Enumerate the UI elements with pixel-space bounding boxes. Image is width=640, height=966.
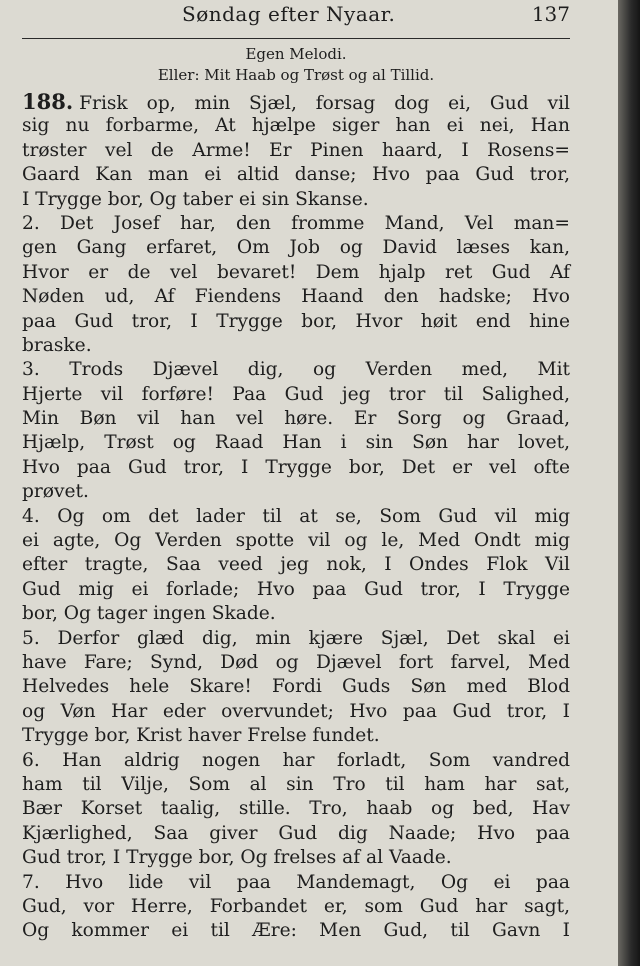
header-rule: [22, 38, 570, 39]
hymn-line-text: prøvet.: [22, 481, 89, 503]
hymn-line-text: Hvo paa Gud tror, I Trygge bor, Det er vel ofte: [22, 456, 570, 478]
hymn-line-text: 3. Trods Djævel dig, og Verden med, Mit: [22, 359, 570, 381]
hymn-line-text: Kjærlighed, Saa giver Gud dig Naade; Hvo paa: [22, 822, 570, 844]
hymn-line: [22, 895, 570, 919]
hymn-line-text: Helvedes hele Skare! Fordi Guds Søn med Blod: [22, 676, 570, 698]
melody-note: [22, 44, 570, 86]
hymn-line: [22, 139, 570, 163]
hymn-line-text: og Vøn Har eder overvundet; Hvo paa Gud tror, I: [22, 700, 570, 722]
hymn-number: 188.: [22, 89, 74, 114]
hymn-line-text: 6. Han aldrig nogen har forladt, Som vandred: [22, 749, 570, 771]
hymn-line: [22, 236, 570, 260]
hymn-line: [22, 188, 570, 212]
hymn-line-text: ei agte, Og Verden spotte vil og le, Med Ondt mig: [22, 530, 570, 552]
hymn-line-text: 5. Derfor glæd dig, min kjære Sjæl, Det skal ei: [22, 627, 570, 649]
hymn-line-text: Og kommer ei til Ære: Men Gud, til Gavn I: [22, 920, 570, 942]
hymn-line: [22, 797, 570, 821]
hymn-line: [22, 627, 570, 651]
hymn-line: [22, 724, 570, 748]
hymn-line: [22, 261, 570, 285]
hymn-line: [22, 212, 570, 236]
hymn-line-text: Nøden ud, Af Fiendens Haand den hadske; Hvo: [22, 286, 570, 308]
hymn-line: [22, 553, 570, 577]
hymn-line-text: Gud, vor Herre, Forbandet er, som Gud har sagt,: [22, 895, 570, 917]
hymn-line: [22, 700, 570, 724]
hymn-line: [22, 822, 570, 846]
hymn-line: [22, 578, 570, 602]
hymn-line-text: ham til Vilje, Som al sin Tro til ham har sat,: [22, 773, 570, 795]
hymn-line-text: Trygge bor, Krist haver Frelse fundet.: [22, 725, 380, 747]
hymn-line-text: gen Gang erfaret, Om Job og David læses kan,: [22, 237, 570, 259]
hymn-line: [22, 871, 570, 895]
hymn-line: [22, 334, 570, 358]
hymn-line: [22, 749, 570, 773]
hymn-line: [22, 773, 570, 797]
running-title: Søndag efter Nyaar.: [182, 2, 396, 26]
hymn-line-text: Frisk op, min Sjæl, forsag dog ei, Gud vil: [79, 93, 570, 114]
hymn-line-text: efter tragte, Saa veed jeg nok, I Ondes Flok Vil: [22, 554, 570, 576]
hymn-line: [22, 602, 570, 626]
page-edge-shadow: [618, 0, 640, 966]
hymn-line-text: trøster vel de Arme! Er Pinen haard, I Rosens=: [22, 139, 570, 161]
hymn-line-text: 2. Det Josef har, den fromme Mand, Vel man=: [22, 212, 570, 234]
hymn-line-text: Hvor er de vel bevaret! Dem hjalp ret Gud Af: [22, 261, 570, 283]
hymn-line: [22, 407, 570, 431]
melody-alternative-line: Eller: Mit Haab og Trøst og al Tillid.: [157, 66, 435, 84]
hymn-line: [22, 114, 570, 138]
hymn-line: [22, 431, 570, 455]
hymn-line: [22, 529, 570, 553]
hymn-line-text: Gud tror, I Trygge bor, Og frelses af al Vaade.: [22, 847, 452, 869]
hymn-line-text: Hjerte vil forføre! Paa Gud jeg tror til Salighed,: [22, 383, 570, 405]
hymn-line-text: 4. Og om det lader til at se, Som Gud vil mig: [22, 505, 570, 527]
hymn-line-text: Gaard Kan man ei altid danse; Hvo paa Gud tror,: [22, 164, 570, 186]
hymn-line: [22, 480, 570, 504]
melody-line: Egen Melodi.: [245, 45, 347, 63]
hymn-line: [22, 456, 570, 480]
hymn-line-text: have Fare; Synd, Død og Djævel fort farvel, Med: [22, 651, 570, 673]
hymn-line-text: Gud mig ei forlade; Hvo paa Gud tror, I Trygge: [22, 578, 570, 600]
hymn-line-text: 7. Hvo lide vil paa Mandemagt, Og ei paa: [22, 871, 570, 893]
hymn-line-text: Bær Korset taalig, stille. Tro, haab og bed, Hav: [22, 798, 570, 820]
hymn-line: [22, 163, 570, 187]
hymn-line: [22, 651, 570, 675]
hymn-line: [22, 90, 570, 114]
hymn-line-text: Hjælp, Trøst og Raad Han i sin Søn har lovet,: [22, 432, 570, 454]
hymn-line-text: paa Gud tror, I Trygge bor, Hvor høit end hine: [22, 310, 570, 332]
hymn-line: [22, 505, 570, 529]
hymn-line-text: sig nu forbarme, At hjælpe siger han ei nei, Han: [22, 115, 570, 137]
hymn-line-text: braske.: [22, 334, 92, 356]
hymn-line-text: bor, Og tager ingen Skade.: [22, 603, 276, 625]
hymn-line: [22, 310, 570, 334]
hymn-line: [22, 919, 570, 943]
page-number: 137: [531, 2, 570, 26]
hymn-line: [22, 675, 570, 699]
running-head: [22, 2, 570, 32]
hymn-text: [22, 90, 570, 944]
hymn-line-text: I Trygge bor, Og taber ei sin Skanse.: [22, 188, 369, 210]
hymn-line-text: Min Bøn vil han vel høre. Er Sorg og Graad,: [22, 408, 570, 430]
hymn-line: [22, 846, 570, 870]
hymn-line: [22, 383, 570, 407]
hymn-line: [22, 285, 570, 309]
hymn-line: [22, 358, 570, 382]
